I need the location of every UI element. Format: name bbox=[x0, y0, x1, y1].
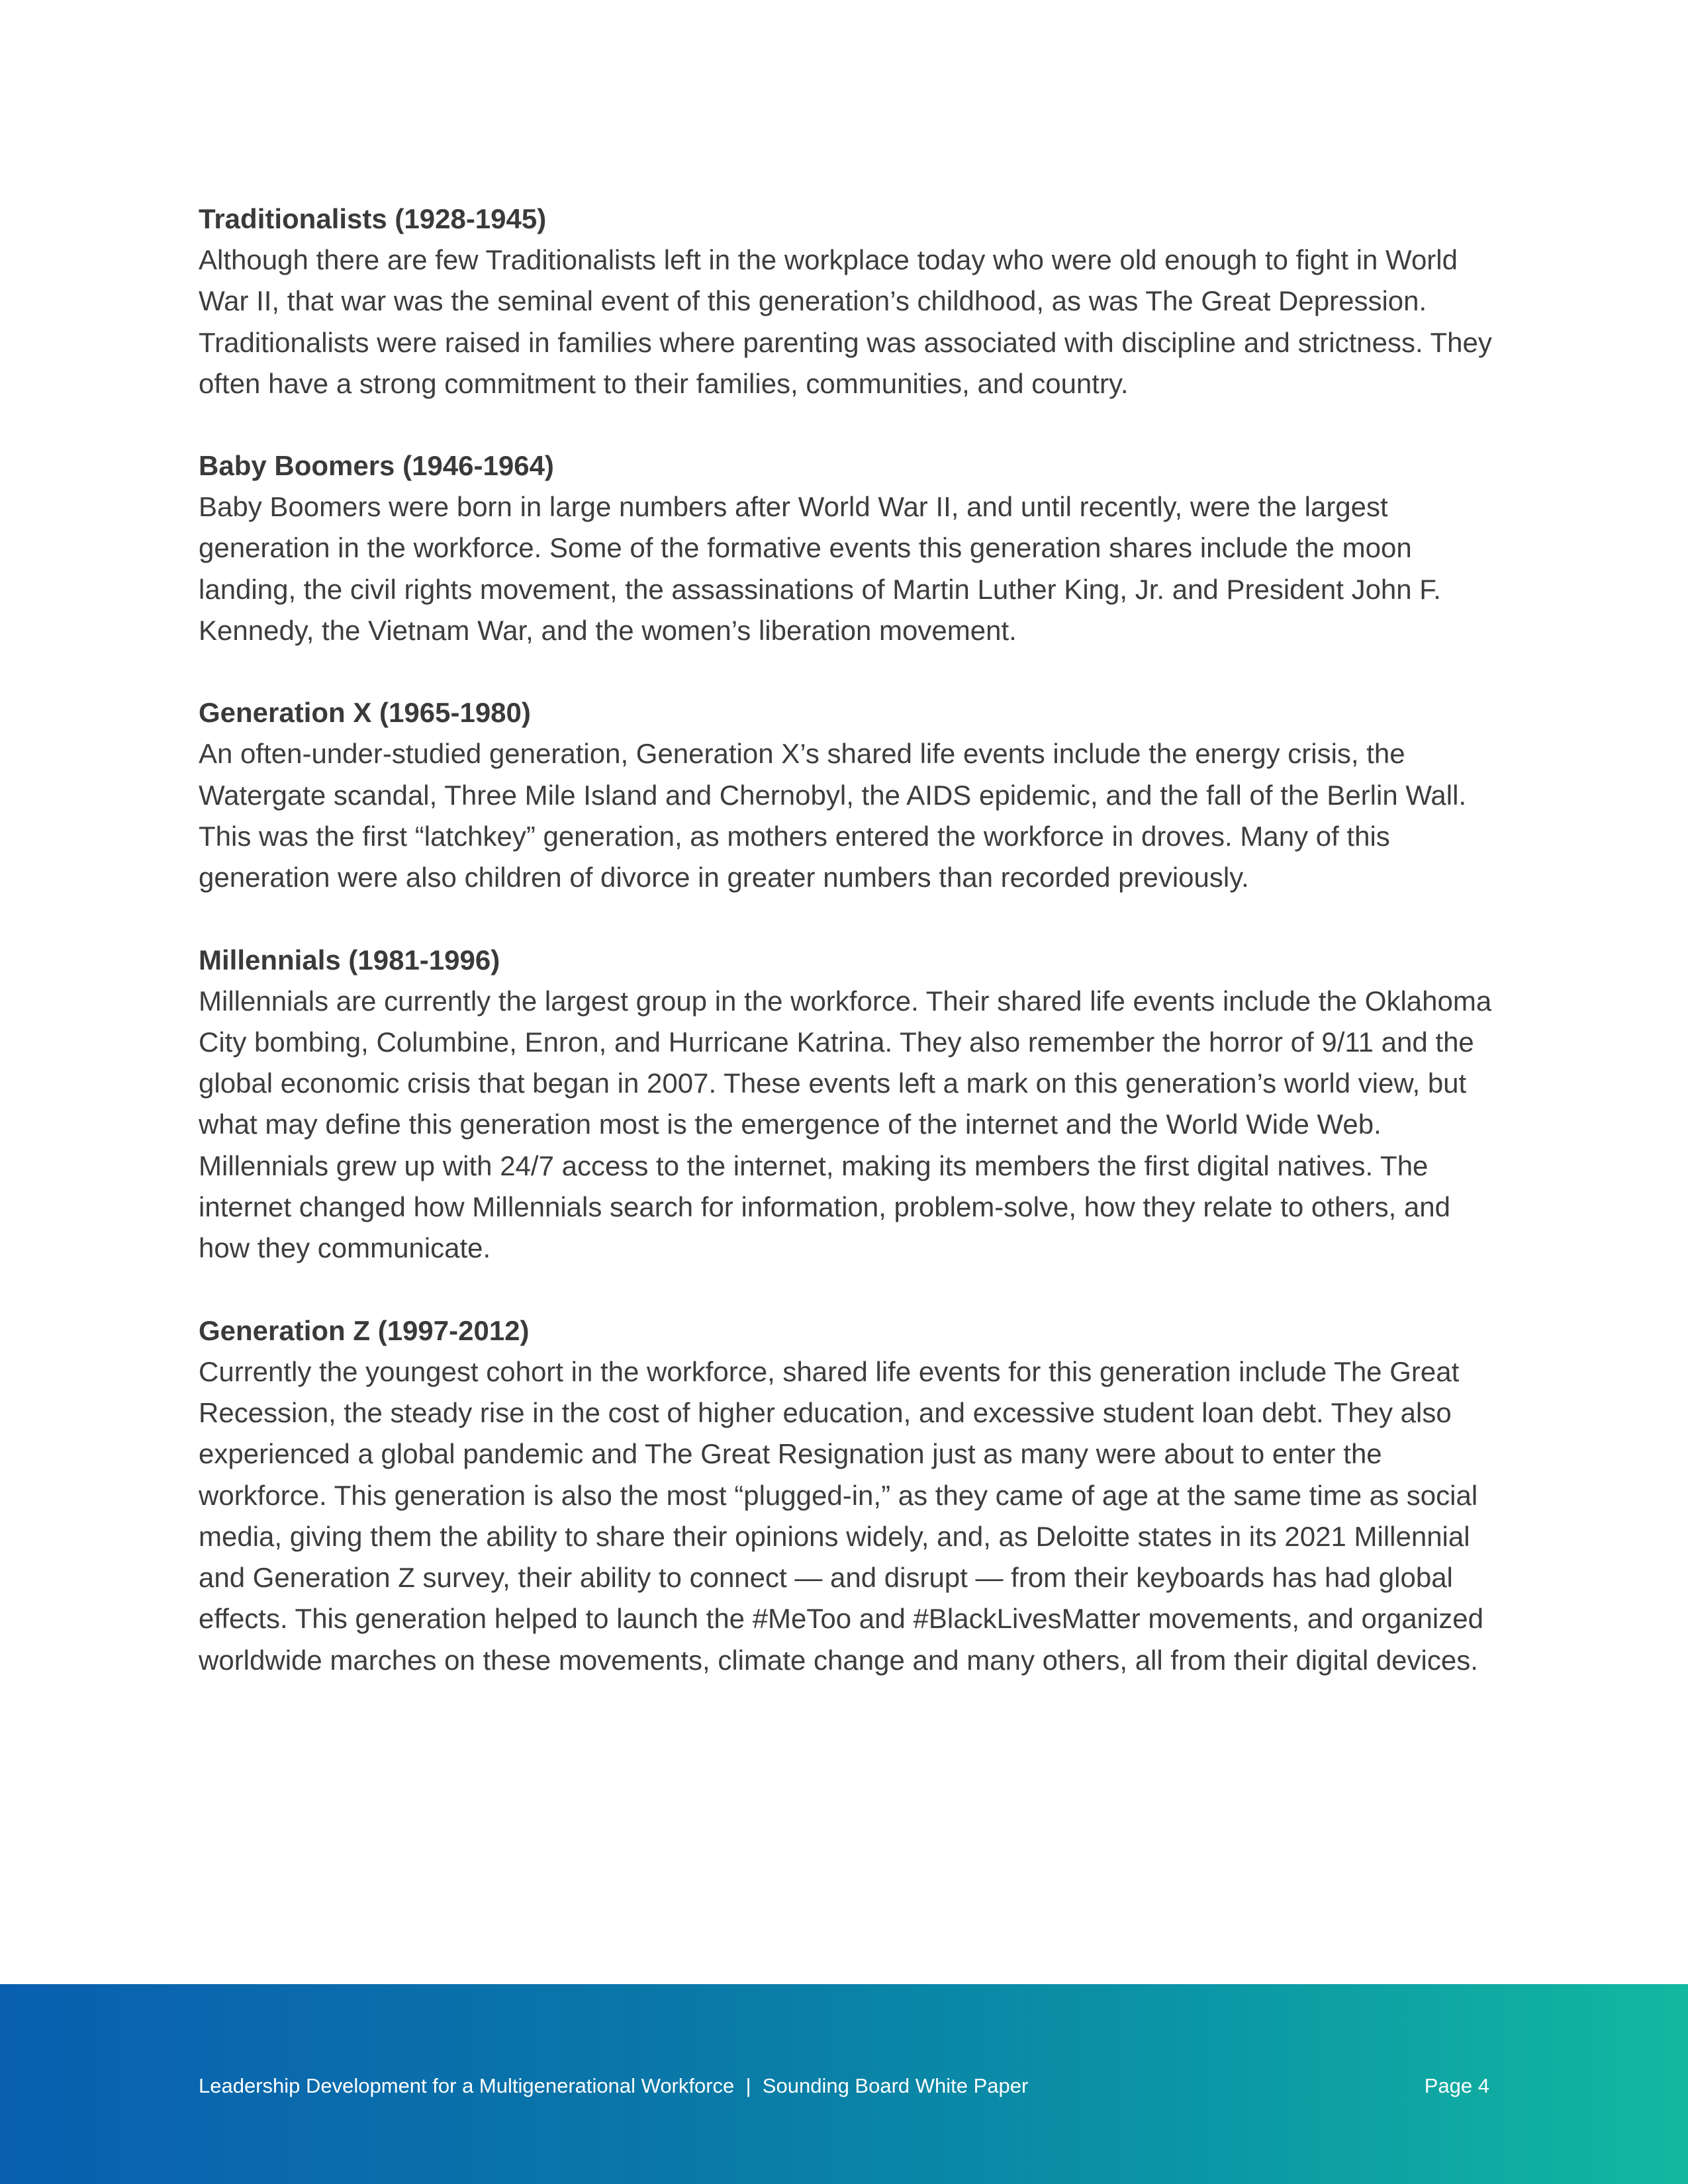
footer-title: Leadership Development for a Multigenerational Workforce | Sounding Board White Paper bbox=[199, 2074, 1029, 2097]
section-baby-boomers bbox=[199, 445, 1496, 651]
section-generation-z bbox=[199, 1310, 1496, 1681]
section-heading: Generation Z (1997-2012) bbox=[199, 1314, 530, 1346]
page-number: Page 4 bbox=[1424, 2074, 1489, 2097]
section-traditionalists bbox=[199, 199, 1496, 404]
section-paragraph: Baby Boomers were born in large numbers after World War II, and until recently, were the largest generation in the workforce. Some of the formative events this generation shares include the moon landing, the civil rights movement, the assassinations of Martin Luther King, Jr. and President John F. Kennedy, the Vietnam War, and the women’s liberation movement. bbox=[199, 491, 1441, 647]
page-footer bbox=[0, 1984, 1688, 2184]
section-generation-x bbox=[199, 692, 1496, 898]
section-heading: Generation X (1965-1980) bbox=[199, 697, 531, 729]
section-paragraph: Millennials are currently the largest group in the workforce. Their shared life events include the Oklahoma City bombing, Columbine, Enron, and Hurricane Katrina. They also remember the horror of 9/11 and the global economic crisis that began in 2007. These events left a mark on this generation’s world view, but what may define this generation most is the emergence of the internet and the World Wide Web. Millennials grew up with 24/7 access to the internet, making its members the first digital natives. The internet changed how Millennials search for information, problem-solve, how they relate to others, and how they communicate. bbox=[199, 985, 1492, 1264]
section-heading: Baby Boomers (1946-1964) bbox=[199, 450, 554, 482]
section-paragraph: Currently the youngest cohort in the workforce, shared life events for this generation include The Great Recession, the steady rise in the cost of higher education, and excessive student loan debt. They also experienced a global pandemic and The Great Resignation just as many were about to enter the workforce. This generation is also the most “plugged-in,” as they came of age at the same time as social media, giving them the ability to share their opinions widely, and, as Deloitte states in its 2021 Millennial and Generation Z survey, their ability to connect — and disrupt — from their keyboards has had global effects. This generation helped to launch the #MeToo and #BlackLivesMatter movements, and organized worldwide marches on these movements, climate change and many others, all from their digital devices. bbox=[199, 1355, 1483, 1676]
section-paragraph: Although there are few Traditionalists left in the workplace today who were old enough to fight in World War II, that war was the seminal event of this generation’s childhood, as was The Great Depression. Traditionalists were raised in families where parenting was associated with discipline and strictness. They often have a strong commitment to their families, communities, and country. bbox=[199, 244, 1492, 399]
section-heading: Traditionalists (1928-1945) bbox=[199, 203, 547, 234]
section-paragraph: An often-under-studied generation, Generation X’s shared life events include the energy crisis, the Watergate scandal, Three Mile Island and Chernobyl, the AIDS epidemic, and the fall of the Berlin Wall. This was the first “latchkey” generation, as mothers entered the workforce in droves. Many of this generation were also children of divorce in greater numbers than recorded previously. bbox=[199, 738, 1467, 893]
section-millennials bbox=[199, 940, 1496, 1269]
document-body bbox=[199, 199, 1496, 1722]
section-heading: Millennials (1981-1996) bbox=[199, 944, 500, 976]
